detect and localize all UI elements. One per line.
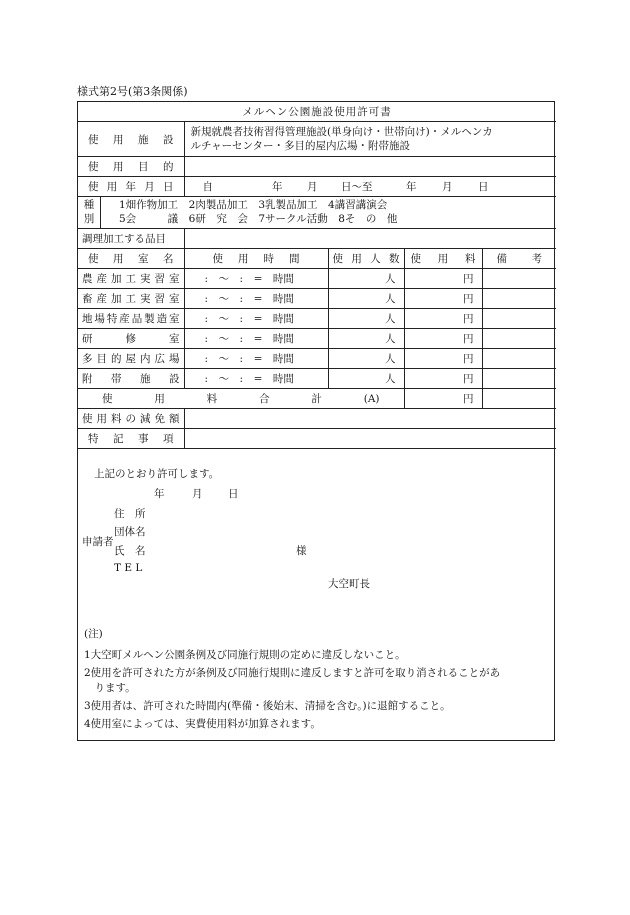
- total-fee[interactable]: 円: [404, 389, 482, 409]
- header-people: 使用人数: [328, 249, 404, 269]
- facility-label: 使用施設: [78, 122, 184, 157]
- type-options[interactable]: [101, 197, 397, 228]
- room-name: 附帯施設: [78, 369, 184, 389]
- date-year: 年: [272, 181, 283, 193]
- type-label: [78, 197, 101, 228]
- facility-value-line2: ルチャーセンター・多目的屋内広場・附帯施設: [190, 140, 411, 152]
- special-notes-label: 特記事項: [78, 429, 184, 449]
- room-time[interactable]: : 〜 : = 時間: [184, 329, 328, 349]
- room-name: 多目的屋内広場: [78, 349, 184, 369]
- form-title: メルヘン公園施設使用許可書: [78, 102, 556, 122]
- room-time[interactable]: : 〜 : = 時間: [184, 269, 328, 289]
- purpose-label: 使用目的: [78, 157, 184, 177]
- room-remarks[interactable]: [482, 329, 556, 349]
- date-month: 月: [307, 181, 318, 193]
- date-day-to: 日〜至: [341, 181, 373, 193]
- header-room: 使用室名: [78, 249, 184, 269]
- type-row: [78, 197, 556, 229]
- special-notes-field[interactable]: [184, 429, 556, 449]
- table-row: [78, 289, 556, 309]
- honorific: 様: [296, 545, 307, 557]
- table-row: [78, 369, 556, 389]
- room-fee[interactable]: 円: [404, 349, 482, 369]
- room-name: 農産加工実習室: [78, 269, 184, 289]
- facility-value-line1: 新規就農者技術習得管理施設(単身向け・世帯向け)・メルヘンカ: [190, 126, 493, 138]
- table-row: [78, 349, 556, 369]
- tel-label: T E L: [114, 562, 143, 574]
- permit-date-day: 日: [228, 488, 239, 500]
- room-remarks[interactable]: [482, 289, 556, 309]
- room-fee[interactable]: 円: [404, 329, 482, 349]
- header-fee: 使用料: [404, 249, 482, 269]
- room-people[interactable]: 人: [328, 269, 404, 289]
- room-time[interactable]: : 〜 : = 時間: [184, 309, 328, 329]
- address-label: 住 所: [114, 508, 146, 520]
- room-people[interactable]: 人: [328, 309, 404, 329]
- date-from: 自: [202, 181, 213, 193]
- group-label: 団体名: [114, 526, 146, 538]
- header-remarks: 備考: [482, 249, 556, 269]
- room-remarks[interactable]: [482, 309, 556, 329]
- permit-statement: 上記のとおり許可します。: [94, 468, 220, 480]
- room-fee[interactable]: 円: [404, 309, 482, 329]
- note-item: 4使用室によっては、実費使用料が加算されます。: [84, 718, 321, 730]
- room-fee[interactable]: 円: [404, 269, 482, 289]
- note-item: 2使用を許可された方が条例及び同施行規則に違反しますと許可を取り消されることがあ: [84, 667, 501, 679]
- room-name: 畜産加工実習室: [78, 289, 184, 309]
- table-row: [78, 269, 556, 289]
- date-field[interactable]: [184, 177, 556, 197]
- date-year2: 年: [406, 181, 417, 193]
- processed-items-field[interactable]: [184, 229, 556, 249]
- facility-value: [184, 122, 556, 157]
- issuer: 大空町長: [328, 578, 370, 590]
- note-item: ります。: [84, 682, 136, 694]
- room-remarks[interactable]: [482, 369, 556, 389]
- room-remarks[interactable]: [482, 269, 556, 289]
- table-row: [78, 329, 556, 349]
- permit-date-year: 年: [154, 488, 165, 500]
- processed-items-label: 調理加工する品目: [78, 229, 184, 249]
- date-label: 使用年月日: [78, 177, 184, 197]
- permit-date-month: 月: [192, 488, 203, 500]
- room-people[interactable]: 人: [328, 289, 404, 309]
- type-options-line2: 5会 議 6研 究 会 7サークル活動 8そ の 他: [119, 213, 398, 225]
- room-remarks[interactable]: [482, 349, 556, 369]
- reduction-label: 使用料の減免額: [78, 409, 184, 429]
- form-grid: [78, 102, 556, 449]
- header-time: 使用時間: [184, 249, 328, 269]
- room-people[interactable]: 人: [328, 349, 404, 369]
- notes-heading: (注): [84, 628, 103, 640]
- room-time[interactable]: : 〜 : = 時間: [184, 289, 328, 309]
- note-item: 1大空町メルヘン公園条例及び同施行規則の定めに違反しないこと。: [84, 649, 406, 661]
- room-fee[interactable]: 円: [404, 289, 482, 309]
- room-name: 研修室: [78, 329, 184, 349]
- total-remarks[interactable]: [482, 389, 556, 409]
- room-people[interactable]: 人: [328, 369, 404, 389]
- date-day2: 日: [478, 181, 489, 193]
- reduction-field[interactable]: [184, 409, 556, 429]
- type-label-2: 別: [83, 213, 95, 225]
- applicant-label: 申請者: [82, 536, 114, 548]
- notes-section: [84, 627, 548, 735]
- type-options-line1: 1畑作物加工 2肉製品加工 3乳製品加工 4講習講演会: [119, 199, 388, 211]
- purpose-field[interactable]: [184, 157, 556, 177]
- permit-section: [78, 462, 554, 740]
- form-number-label: 様式第2号(第3条関係): [77, 85, 188, 98]
- table-row: [78, 309, 556, 329]
- room-fee[interactable]: 円: [404, 369, 482, 389]
- note-item: 3使用者は、許可された時間内(準備・後始末、清掃を含む。)に退館すること。: [84, 700, 451, 712]
- room-time[interactable]: : 〜 : = 時間: [184, 349, 328, 369]
- date-month2: 月: [442, 181, 453, 193]
- type-label-1: 種: [83, 199, 95, 211]
- total-label: 使用料合計(A): [78, 389, 404, 409]
- room-people[interactable]: 人: [328, 329, 404, 349]
- room-time[interactable]: : 〜 : = 時間: [184, 369, 328, 389]
- name-label: 氏 名: [114, 545, 146, 557]
- room-name: 地場特産品製造室: [78, 309, 184, 329]
- permit-form: [77, 101, 555, 741]
